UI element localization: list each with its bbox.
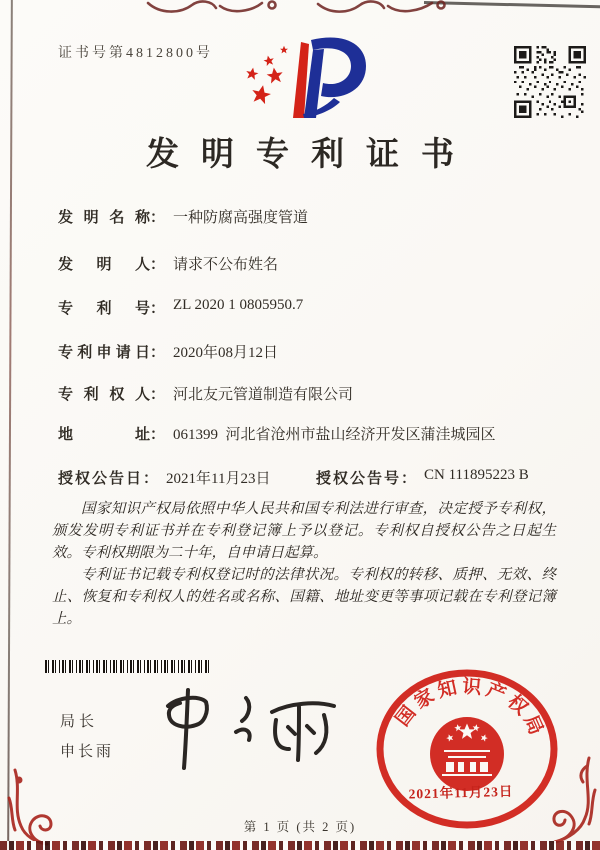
grant-number-value: CN 111895223 B	[424, 467, 529, 483]
field-colon: ：	[150, 257, 166, 273]
commissioner-title: 局长	[60, 714, 99, 730]
field-label: 专利号	[58, 301, 150, 317]
bottom-left-flourish-icon	[5, 768, 75, 848]
field-value: 河北友元管道制造有限公司	[173, 387, 354, 403]
seal-ring-text: 国家知识产权局	[392, 676, 549, 742]
field-value: 061399 河北省沧州市盐山经济开发区蒲洼城园区	[173, 427, 496, 443]
field-value: ZL 2020 1 0805950.7	[173, 297, 304, 313]
certificate-number: 证书号第4812800号	[58, 46, 213, 61]
field-colon: ：	[401, 471, 417, 487]
field-row-address	[58, 423, 566, 444]
field-row-patentee	[58, 383, 566, 404]
field-row-grant	[58, 467, 566, 488]
qr-code-icon	[514, 46, 586, 118]
field-colon: ：	[150, 210, 166, 226]
field-row-filing-date	[58, 341, 566, 362]
field-colon: ：	[143, 471, 159, 487]
bottom-border-band	[0, 841, 600, 850]
field-row-patent-number	[58, 297, 566, 318]
field-colon: ：	[150, 345, 166, 361]
cnipa-logo-icon	[238, 36, 370, 124]
page-number: 第 1 页 (共 2 页)	[243, 820, 357, 834]
grant-date-value: 2021年11月23日	[166, 471, 271, 487]
grant-date-label: 授权公告日	[58, 471, 144, 487]
field-label: 发明人	[58, 257, 150, 273]
commissioner-name: 申长雨	[60, 744, 115, 760]
field-colon: ：	[150, 387, 166, 403]
field-value: 请求不公布姓名	[173, 257, 279, 273]
legal-text-block	[52, 498, 556, 630]
field-row-inventor	[58, 253, 566, 274]
seal-date: 2021年11月23日	[408, 783, 514, 802]
grant-number-label: 授权公告号	[316, 471, 402, 487]
field-label: 专利申请日	[58, 345, 150, 361]
certificate-title: 发明专利证书	[146, 137, 476, 173]
legal-paragraph-1: 国家知识产权局依照中华人民共和国专利法进行审查，决定授予专利权，颁发发明专利证书并在专利登记簿上予以登记。专利权自授权公告之日起生效。专利权期限为二十年，自申请日起算。	[52, 501, 556, 561]
barcode	[45, 660, 210, 673]
commissioner-signature-icon	[148, 682, 358, 774]
field-label: 发明名称	[58, 210, 150, 226]
top-border-ornament-icon	[140, 0, 470, 15]
field-value: 2020年08月12日	[173, 345, 279, 361]
field-row-invention-name	[58, 206, 566, 227]
field-label: 专利权人	[58, 387, 150, 403]
field-colon: ：	[150, 301, 166, 317]
field-label: 地址	[58, 427, 150, 443]
field-colon: ：	[150, 427, 166, 443]
legal-paragraph-2: 专利证书记载专利权登记时的法律状况。专利权的转移、质押、无效、终止、恢复和专利权人的姓名或名称、国籍、地址变更等事项记载在专利登记簿上。	[52, 567, 556, 627]
field-value: 一种防腐高强度管道	[173, 210, 309, 226]
